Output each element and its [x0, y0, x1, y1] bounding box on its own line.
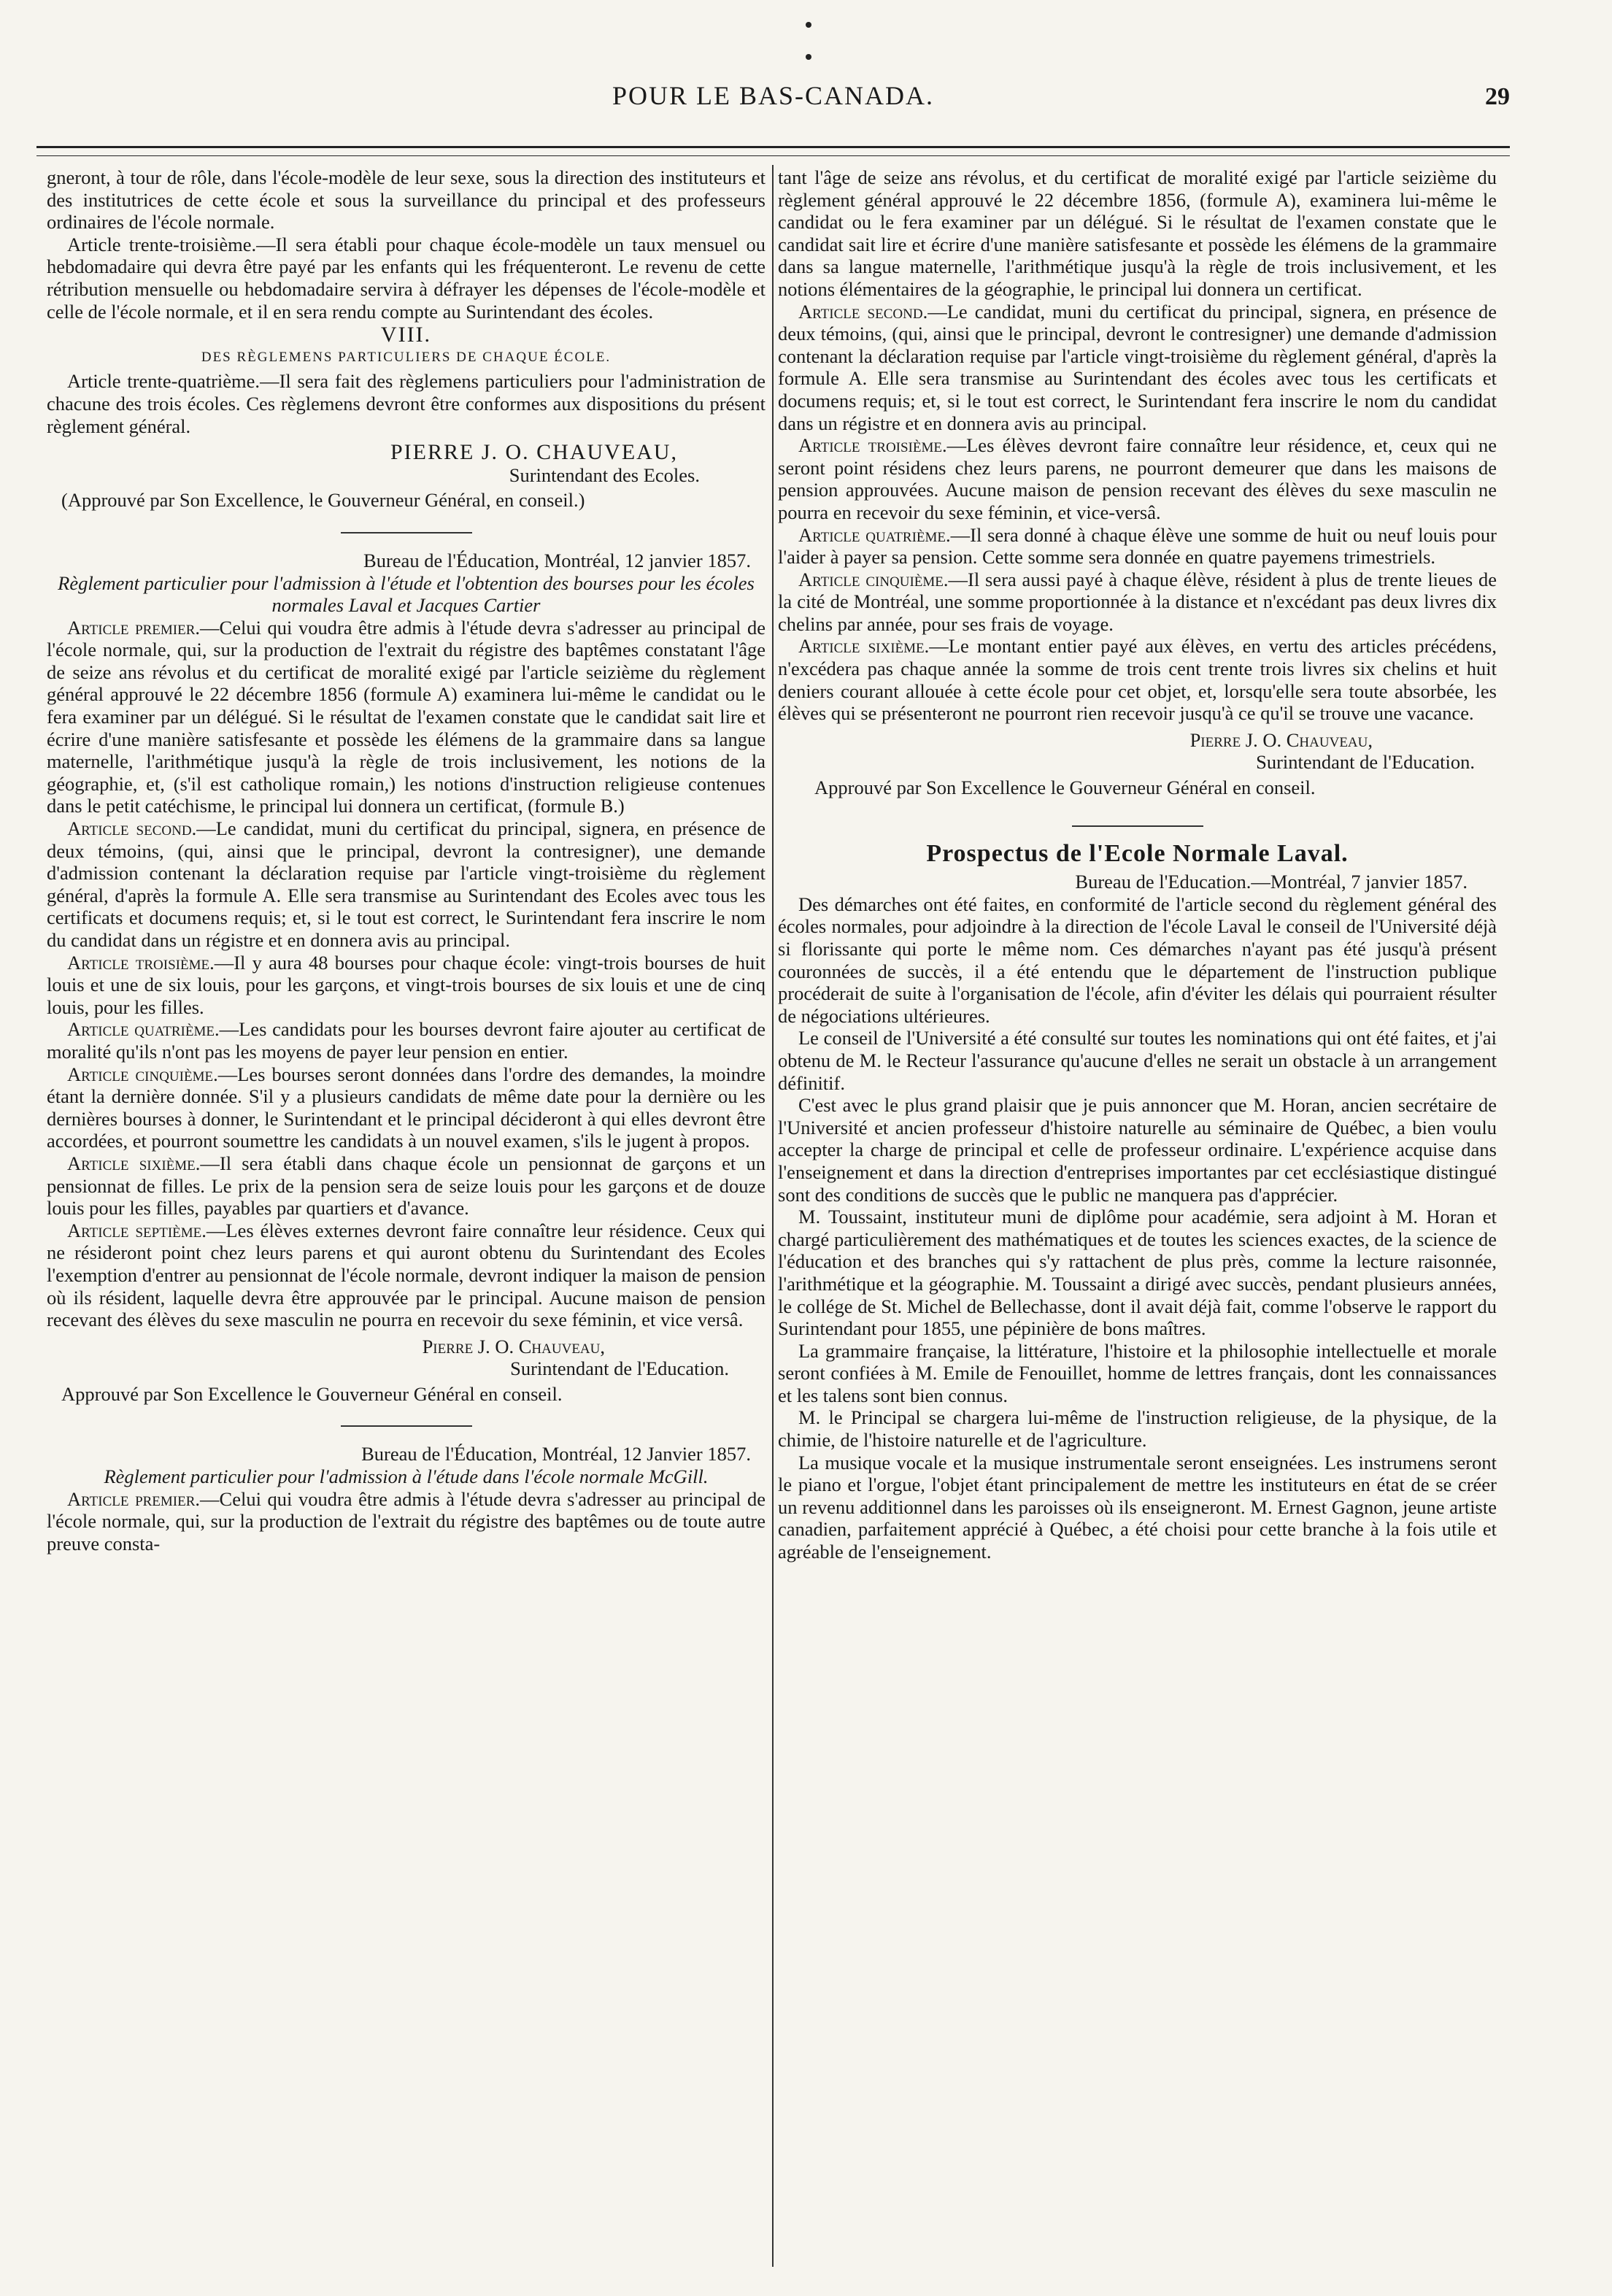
paragraph: La grammaire française, la littérature, l'histoire et la philosophie intellectuelle et morale seront confiées à M. Emile de Fenouillet, homme de lettres français, dont les connaissances et les talens sont bien connus.	[778, 1339, 1497, 1406]
article-label: Article troisième.	[67, 951, 215, 974]
bureau-dateline: Bureau de l'Éducation, Montréal, 12 Janvier 1857.	[361, 1443, 751, 1465]
article-text: —Les élèves externes devront faire connaître leur résidence. Ceux qui ne résideront point chez leurs parens et qui auront obtenu du Surintendant des Ecoles l'exemption d'entrer au pensionnat de l'école normale, devront indiquer la maison de pension où ils résident, laquelle devra être approuvée par le principal. Aucune maison de pension recevant des élèves du sexe masculin ne pourra en recevoir du sexe féminin, et vice versâ.	[47, 1219, 765, 1331]
regulation-title: Règlement particulier pour l'admission à l'étude dans l'école normale McGill.	[104, 1465, 709, 1488]
article	[47, 370, 765, 437]
print-dot	[806, 22, 811, 28]
paragraph: C'est avec le plus grand plaisir que je puis annoncer que M. Horan, ancien secrétaire de l'Université et ancien professeur d'histoire naturelle au séminaire de Québec, a bien voulu accepter la charge de principal et celle de professeur ordinaire. L'expérience acquise dans l'enseignement et dans la direction d'entreprises importantes par cet ecclésiastique distingué sont des conditions de succès que le public ne manquera pas d'apprécier.	[778, 1094, 1497, 1206]
article-text: —Celui qui voudra être admis à l'étude devra s'adresser au principal de l'école normale, qui, sur la production de l'extrait du régistre des baptêmes ou de toute autre preuve consta-	[47, 1487, 765, 1555]
article-label: Article cinquième.	[798, 568, 949, 590]
article-text: —Le montant entier payé aux élèves, en vertu des articles précédens, n'excédera pas chaque année la somme de trois cent trente trois livres six chelins et huit deniers courant allouée à cette école pour cet objet, et, lorsqu'elle sera toute absorbée, les élèves qui se présenteront ne pourront rien recevoir jusqu'à ce qu'il se trouve une vacance.	[778, 635, 1497, 725]
article-text: —Il sera aussi payé à chaque élève, résident à plus de trente lieues de la cité de Montréal, une somme proportionnée à la distance et n'excédant pas deux livres dix chelins par année, pour ses frais de voyage.	[778, 568, 1497, 635]
article-label: Article second.	[67, 817, 197, 840]
section-rule	[1072, 825, 1203, 827]
article	[47, 952, 765, 1019]
signature-name: PIERRE J. O. CHAUVEAU,	[390, 440, 678, 465]
article-label: Article sixième.	[798, 635, 930, 658]
section-number: VIII.	[380, 323, 432, 347]
signature-title: Surintendant des Ecoles.	[509, 463, 700, 486]
approval-note: (Approuvé par Son Excellence, le Gouverneur Général, en conseil.)	[61, 489, 585, 512]
article-label: Article trente-quatrième.	[67, 370, 261, 393]
article-label: Article septième.	[67, 1219, 207, 1241]
article	[778, 524, 1497, 569]
section-title: DES RÈGLEMENS PARTICULIERS DE CHAQUE ÉCOLE.	[201, 349, 612, 365]
article-text: —Le candidat, muni du certificat du principal, signera, en présence de deux témoins, (qui, ainsi que le principal, devront la contresigner), une demande d'admission contenant la déclaration requise par l'article vingt-troisième du règlement général, d'après la formule A. Elle sera transmise au Surintendant des Ecoles avec tous les certificats et documens requis; et, si le tout est correct, le Surintendant fera inscrire le nom du candidat dans un régistre et en donnera avis au principal.	[47, 817, 765, 951]
right-column	[778, 166, 1497, 1563]
article-label: Article sixième.	[67, 1152, 201, 1174]
left-column	[47, 166, 765, 1555]
paragraph: Le conseil de l'Université a été consulté sur toutes les nominations qui ont été faites, et j'ai obtenu de M. le Recteur l'assurance qu'aucune d'elles ne serait un obstacle à un arrangement définitif.	[778, 1027, 1497, 1094]
article-text: —Il sera établi dans chaque école un pensionnat de garçons et un pensionnat de filles. Le prix de la pension sera de seize louis pour les garçons et de douze louis pour les filles, payables par quartiers et d'avance.	[47, 1152, 765, 1220]
regulation-title: Règlement particulier pour l'admission à l'étude et l'obtention des bourses pour les écoles normales Laval et Jacques Cartier	[58, 571, 755, 617]
section-rule	[341, 1425, 472, 1427]
article	[47, 1220, 765, 1331]
signature-title: Surintendant de l'Education.	[1256, 751, 1475, 774]
paragraph: tant l'âge de seize ans révolus, et du certificat de moralité exigé par l'article seizième du règlement général approuvé le 22 décembre 1856, (formule A), examinera lui-même le candidat ou le fera examiner par un délégué. Si le résultat de l'examen constate que le candidat sait lire et écrire d'une manière satisfesante et possède les élémens de la grammaire dans sa langue maternelle, l'arithmétique jusqu'à la règle de trois inclusivement, et les notions élémentaires de la géographie, le principal lui donnera un certificat.	[778, 166, 1497, 300]
article-label: Article quatrième.	[798, 523, 951, 546]
article-text: —Il y aura 48 bourses pour chaque école: vingt-trois bourses de huit louis et une de six louis, pour les garçons, et vingt-trois bourses de six louis et une de cinq louis, pour les filles.	[47, 951, 765, 1018]
paragraph: Des démarches ont été faites, en conformité de l'article second du règlement général des écoles normales, pour adjoindre à la direction de l'école Laval le conseil de l'Université déjà si florissante qui porte le même nom. Ces démarches n'ayant pas été jusqu'à présent couronnées de succès, il a été entendu que le département de l'instruction publique procéderait de suite à l'organisation de l'école, afin d'éviter les délais qui pourraient résulter de négociations ultérieures.	[778, 893, 1497, 1027]
bureau-dateline: Bureau de l'Education.—Montréal, 7 janvier 1857.	[1075, 871, 1468, 893]
paragraph: La musique vocale et la musique instrumentale seront enseignées. Les instrumens seront le piano et l'orgue, l'objet étant principalement de mettre les instituteurs en état de se créer un revenu additionnel dans les paroisses où ils enseigneront. M. Ernest Gagnon, jeune artiste canadien, parfaitement apprécié à Québec, a été choisi pour cette branche à la fois utile et agréable de l'enseignement.	[778, 1451, 1497, 1563]
signature-title: Surintendant de l'Education.	[510, 1357, 729, 1380]
article	[47, 1018, 765, 1063]
article-text: —Il sera donné à chaque élève une somme de huit ou neuf louis pour l'aider à payer sa pension. Cette somme sera donnée en quatre payemens trimestriels.	[778, 523, 1497, 569]
paragraph: M. le Principal se chargera lui-même de l'instruction religieuse, de la physique, de la chimie, de l'histoire naturelle et de l'agriculture.	[778, 1406, 1497, 1452]
article-text: —Celui qui voudra être admis à l'étude devra s'adresser au principal de l'école normale, qui, sur la production de l'extrait du régistre des baptêmes constatant l'âge de seize ans révolus et du certificat de moralité exigé par l'article seizième du règlement général approuvé le 22 décembre 1856 (formule A) examinera lui-même le candidat ou le fera examiner par un délégué. Si le résultat de l'examen constate que le candidat sait lire et écrire d'une manière satisfesante et possède les élémens de la grammaire dans sa langue maternelle, l'arithmétique jusqu'à la règle de trois inclusivement, les notions de la géographie, et, (s'il est catholique romain,) les notions d'instruction religieuse contenues dans le petit catéchisme, le principal lui donnera un certificat, (formule B.)	[47, 616, 765, 817]
section-rule	[341, 532, 472, 533]
article	[47, 1488, 765, 1555]
page-number: 29	[1485, 83, 1510, 110]
article-label: Article premier.	[67, 616, 201, 639]
paragraph: M. Toussaint, instituteur muni de diplôme pour académie, sera adjoint à M. Horan et chargé particulièrement des mathématiques et de toutes les sciences exactes, de la science de l'éducation et des branches qui s'y rattachent de plus près, comme la lecture raisonnée, l'arithmétique et la géographie. M. Toussaint a dirigé avec succès, pendant plusieurs années, le collége de St. Michel de Bellechasse, dont il avait déjà fait, comme l'observe le rapport du Surintendant pour 1855, une pépinière de bons maîtres.	[778, 1206, 1497, 1340]
print-dot	[806, 54, 811, 60]
bureau-dateline: Bureau de l'Éducation, Montréal, 12 janvier 1857.	[363, 549, 751, 571]
article	[778, 635, 1497, 724]
article	[778, 301, 1497, 435]
article-text: —Les candidats pour les bourses devront faire ajouter au certificat de moralité qu'ils n'ont pas les moyens de payer leur pension en entier.	[47, 1018, 765, 1063]
page-header	[36, 80, 1510, 124]
article-text: —Il sera fait des règlemens particuliers pour l'administration de chacune des trois écoles. Ces règlemens devront être conformes aux dispositions du présent règlement général.	[47, 370, 765, 437]
article-text: —Les bourses seront données dans l'ordre des demandes, la moindre étant la dernière donnée. S'il y a plusieurs candidats de même date pour la dernière ou les dernières bourses à donner, le Surintendant et le principal décideront à qui elles devront être accordées, et pourront soumettre les candidats à un nouvel examen, s'ils le jugent à propos.	[47, 1063, 765, 1152]
header-rule	[36, 146, 1510, 156]
article-label: Article cinquième.	[67, 1063, 218, 1085]
prospectus-title: Prospectus de l'Ecole Normale Laval.	[926, 839, 1349, 867]
article-text: —Le candidat, muni du certificat du principal, signera, en présence de deux témoins, (qui, ainsi que le principal, devront le contresigner) une demande d'admission contenant la déclaration requise par l'article vingt-troisième du règlement général, d'après la formule A. Elle sera transmise au Surintendant des écoles avec tous les certificats et documens requis; et, si le tout est correct, le Surintendant fera inscrire le nom du candidat dans un régistre et en donnera avis au principal.	[778, 300, 1497, 434]
column-divider	[772, 165, 774, 2267]
signature-name: Pierre J. O. Chauveau,	[422, 1335, 605, 1357]
article-text: —Les élèves devront faire connaître leur résidence, et, ceux qui ne seront point résidens chez leurs parens, ne pourront demeurer que dans les maisons de pension approuvées. Aucune maison de pension recevant des élèves du sexe masculin ne pourra en recevoir du sexe féminin, et vice-versâ.	[778, 434, 1497, 523]
article	[778, 569, 1497, 636]
article-label: Article second.	[798, 300, 928, 323]
article	[47, 234, 765, 323]
signature-name: Pierre J. O. Chauveau,	[1189, 728, 1373, 751]
article	[47, 817, 765, 952]
approval-note: Approuvé par Son Excellence le Gouverneur Général en conseil.	[61, 1382, 563, 1405]
paragraph: gneront, à tour de rôle, dans l'école-modèle de leur sexe, sous la direction des instituteurs et des institutrices de cette école et sous la surveillance du principal et des professeurs ordinaires de l'école normale.	[47, 166, 765, 234]
article-label: Article quatrième.	[67, 1018, 220, 1041]
approval-note: Approuvé par Son Excellence le Gouverneur Général en conseil.	[814, 777, 1316, 799]
article	[47, 617, 765, 817]
article-text: —Il sera établi pour chaque école-modèle un taux mensuel ou hebdomadaire qui devra être payé par les enfants qui les fréquenteront. Le revenu de cette rétribution mensuelle ou hebdomadaire servira à défrayer les dépenses de l'école-modèle et celle de l'école normale, et il en sera rendu compte au Surintendant des écoles.	[47, 233, 765, 323]
article-label: Article troisième.	[798, 434, 947, 457]
article	[778, 434, 1497, 523]
running-title: POUR LE BAS-CANADA.	[612, 81, 935, 110]
article	[47, 1063, 765, 1152]
article	[47, 1152, 765, 1220]
article-label: Article premier.	[67, 1487, 201, 1510]
article-label: Article trente-troisième.	[67, 233, 257, 255]
